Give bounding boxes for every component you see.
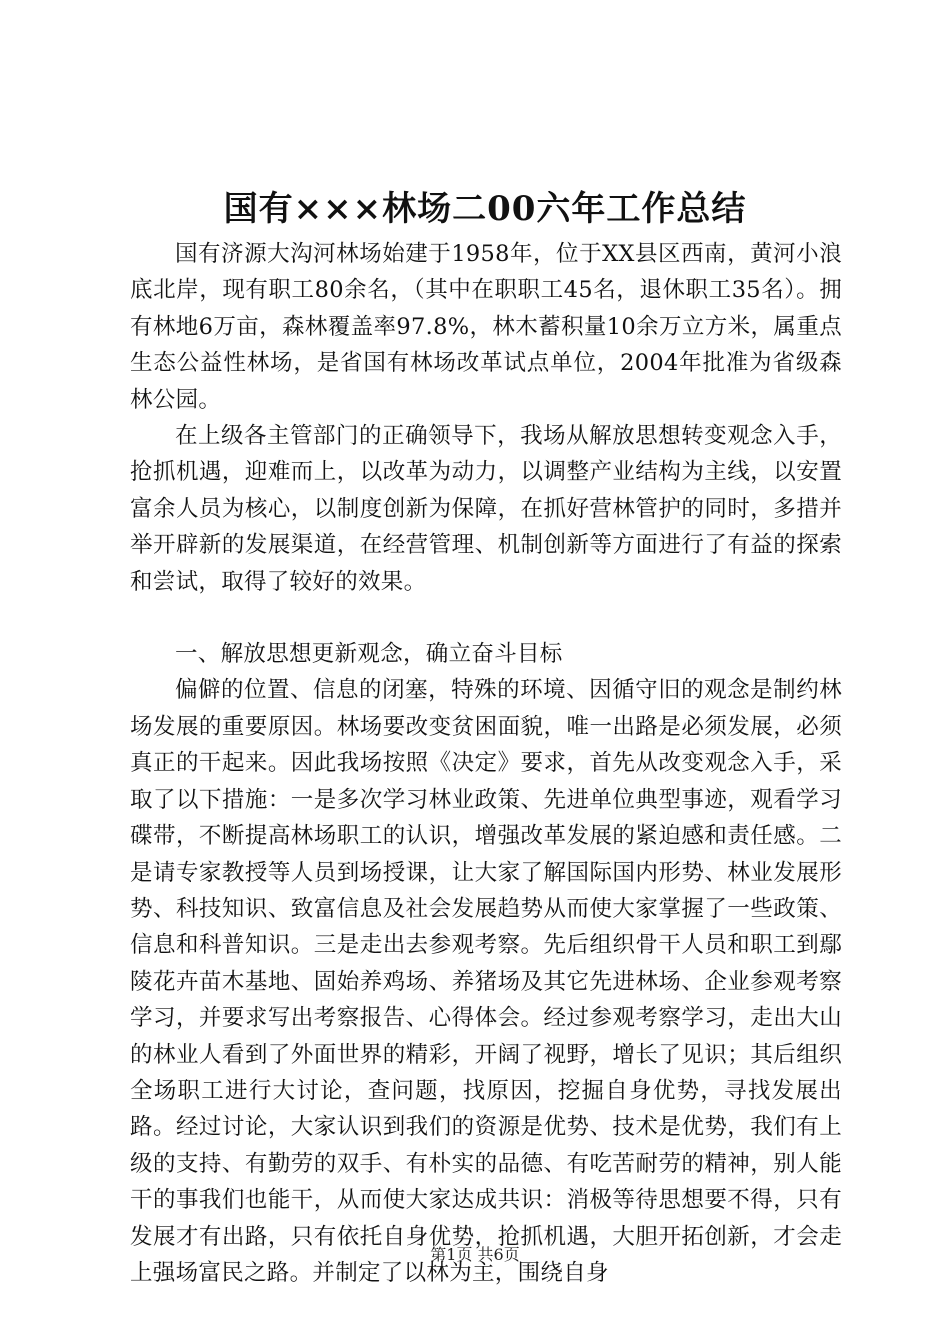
intro-paragraph: 国有济源大沟河林场始建于1958年，位于XX县区西南，黄河小浪底北岸，现有职工80余名，（其中在职职工45名，退休职工35名）。拥有林地6万亩，森林覆盖率97.8%，林木蓄积量10余万立方米，属重点生态公益性林场，是省国有林场改革试点单位，2004年批准为省级森林公园。	[130, 241, 842, 413]
section-paragraph: 偏僻的位置、信息的闭塞，特殊的环境、因循守旧的观念是制约林场发展的重要原因。林场要改变贫困面貌，唯一出路是必须发展，必须真正的干起来。因此我场按照《决定》要求，首先从改变观念入手，采取了以下措施：一是多次学习林业政策、先进单位典型事迹，观看学习碟带，不断提高林场职工的认识，增强改革发展的紧迫感和责任感。二是请专家教授等人员到场授课，让大家了解国际国内形势、林业发展形势、科技知识、致富信息及社会发展趋势从而使大家掌握了一些政策、信息和科普知识。三是走出去参观考察。先后组织骨干人员和职工到鄢陵花卉苗木基地、固始养鸡场、养猪场及其它先进林场、企业参观考察学习，并要求写出考察报告、心得体会。经过参观考察学习，走出大山的林业人看到了外面世界的精彩，开阔了视野，增长了见识；其后组织全场职工进行大讨论，查问题，找原因，挖掘自身优势，寻找发展出路。经过讨论，大家认识到我们的资源是优势、技术是优势，我们有上级的支持、有勤劳的双手、有朴实的品德、有吃苦耐劳的精神，别人能干的事我们也能干，从而使大家达成共识：消极等待思想要不得，只有发展才有出路，只有依托自身优势，抢抓机遇，大胆开拓创新，才会走上强场富民之路。并制定了以林为主，围绕自身	[130, 677, 842, 1286]
document-title: 国有×××林场二00六年工作总结	[223, 189, 747, 229]
section-heading: 一、解放思想更新观念，确立奋斗目标	[175, 641, 563, 668]
page-footer: 第1页 共6页	[430, 1245, 520, 1264]
document-body	[130, 236, 842, 1291]
overview-paragraph: 在上级各主管部门的正确领导下，我场从解放思想转变观念入手，抢抓机遇，迎难而上，以改革为动力，以调整产业结构为主线，以安置富余人员为核心，以制度创新为保障，在抓好营林管护的同时，多措并举开辟新的发展渠道，在经营管理、机制创新等方面进行了有益的探索和尝试，取得了较好的效果。	[130, 423, 842, 595]
